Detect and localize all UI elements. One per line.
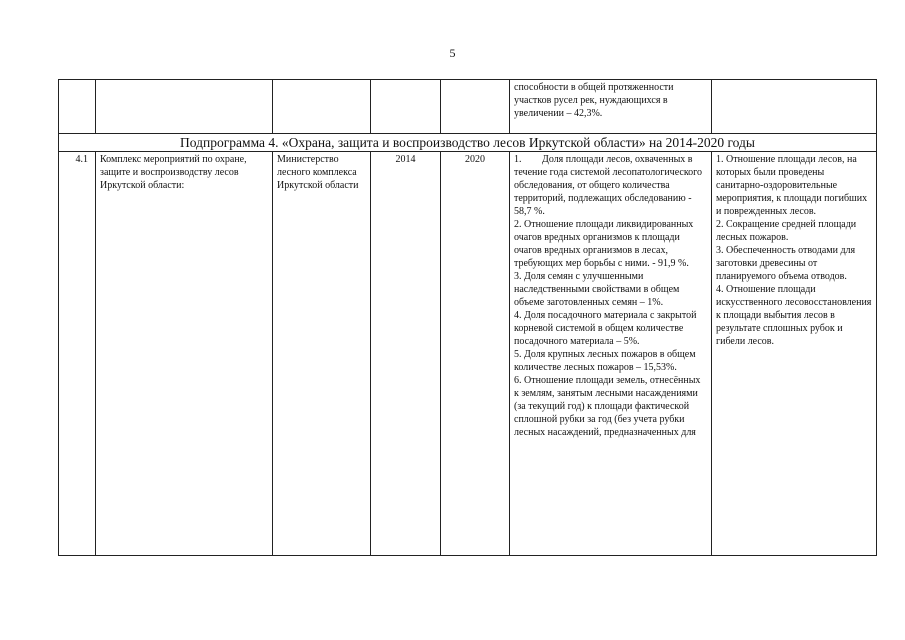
indicator-item: 6. Отношение площади земель, отнесённых к землям, занятым лесными насаждениями (за текущий год) к площади фактической сплошной рубки за год (без учета рубки лесных насаждений, предназначенных для (514, 375, 701, 438)
result-item: 3. Обеспеченность отводами для заготовки древесины от планируемого объема отводов. (716, 245, 856, 282)
table-row (59, 80, 877, 134)
year-end: 2020 (441, 152, 510, 556)
indicator-number: 1. (514, 154, 522, 165)
indicator-item: 2. Отношение площади ликвидированных очагов вредных организмов к площади очагов вредных организмов в лесах, требующих мер борьбы с ними. - 91,9 %. (514, 219, 694, 269)
measure-name: Комплекс мероприятий по охране, защите и воспроизводству лесов Иркутской области: (96, 152, 273, 556)
program-table (58, 79, 877, 556)
subprogram-header-row (59, 134, 877, 152)
indicator-item: 4. Доля посадочного материала с закрытой корневой системой в общем количестве посадочного материала – 5%. (514, 310, 697, 347)
indicator-item (514, 153, 707, 218)
results-list (712, 152, 877, 556)
row-number: 4.1 (59, 152, 96, 556)
result-item: 4. Отношение площади искусственного лесовосстановления к площади выбытия лесов в результате сплошных рубок и гибели лесов. (716, 284, 872, 347)
indicators-list (510, 152, 712, 556)
page-number: 5 (449, 46, 456, 60)
indicator-text: Доля площади лесов, охваченных в течение года системой лесопатологического обследования, от общего количества территорий, подлежащих обследованию - 58,7 %. (514, 154, 703, 217)
indicator-item: 3. Доля семян с улучшенными наследственными свойствами в общем объеме заготовленных семян – 1%. (514, 271, 680, 308)
indicators-cell: способности в общей протяженности участков русел рек, нуждающихся в увеличении – 42,3%. (510, 80, 712, 134)
table-row (59, 152, 877, 556)
result-item: 2. Сокращение средней площади лесных пожаров. (716, 219, 857, 243)
result-item: 1. Отношение площади лесов, на которых были проведены санитарно-оздоровительные мероприятия, к площади погибших и поврежденных лесов. (716, 154, 868, 217)
year-start: 2014 (371, 152, 441, 556)
subprogram-title: Подпрограмма 4. «Охрана, защита и воспроизводство лесов Иркутской области» на 2014-2020 годы (59, 134, 877, 152)
indicator-item: 5. Доля крупных лесных пожаров в общем количестве лесных пожаров – 15,53%. (514, 349, 696, 373)
executor: Министерство лесного комплекса Иркутской области (273, 152, 371, 556)
